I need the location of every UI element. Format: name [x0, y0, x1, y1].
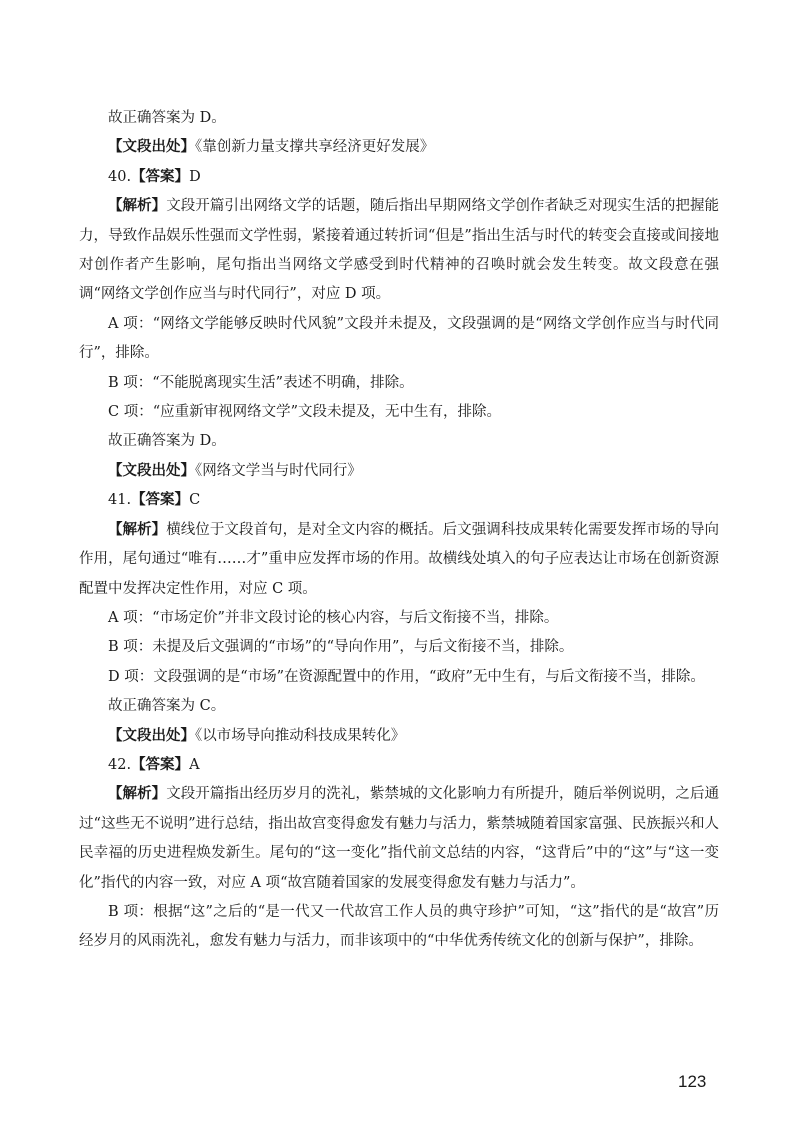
- analysis-label: 【解析】: [108, 521, 167, 538]
- paragraph-analysis-42: 【解析】文段开篇指出经历岁月的洗礼，紫禁城的文化影响力有所提升，随后举例说明，之后通过“这些无不说明”进行总结，指出故宫变得愈发有魅力与活力，紫禁城随着国家富强、民族振兴和人民幸福的历史进程焕发新生。尾句的“这一变化”指代前文总结的内容，“这背后”中的“这”与“这一变化”指代的内容一致，对应 A 项“故宫随着国家的发展变得愈发有魅力与活力”。: [79, 786, 720, 891]
- paragraph-answer-41: 41.【答案】C: [108, 492, 201, 509]
- paragraph-answer-39-conclusion: 故正确答案为 D。: [108, 110, 226, 126]
- paragraph-answer-40: 40.【答案】D: [108, 168, 201, 185]
- paragraph-option-a-40: A 项：“网络文学能够反映时代风貌”文段并未提及，文段强调的是“网络文学创作应当与时代同行”，排除。: [79, 315, 719, 362]
- page-content: [79, 104, 719, 957]
- paragraph-source-39: 【文段出处】《靠创新力量支撑共享经济更好发展》: [108, 139, 435, 156]
- question-number: 40.: [108, 168, 132, 185]
- page-number: 123: [678, 1072, 707, 1091]
- paragraph-analysis-40: 【解析】文段开篇引出网络文学的话题，随后指出早期网络文学创作者缺乏对现实生活的把握能力，导致作品娱乐性强而文学性弱，紧接着通过转折词“但是”指出生活与时代的转变会直接或间接地对创作者产生影响，尾句指出当网络文学感受到时代精神的召唤时就会发生转变。故文段意在强调“网络文学创作应当与时代同行”，对应 D 项。: [79, 198, 720, 303]
- paragraph-answer-40-conclusion: 故正确答案为 D。: [108, 433, 226, 450]
- source-label: 【文段出处】: [108, 462, 195, 479]
- paragraph-source-41: 【文段出处】《以市场导向推动科技成果转化》: [108, 727, 406, 744]
- paragraph-option-b-40: B 项：“不能脱离现实生活”表述不明确，排除。: [108, 374, 414, 391]
- source-label: 【文段出处】: [108, 727, 195, 744]
- paragraph-answer-42: 42.【答案】A: [108, 756, 200, 773]
- analysis-label: 【解析】: [108, 198, 167, 215]
- paragraph-option-a-41: A 项：“市场定价”并非文段讨论的核心内容，与后文衔接不当，排除。: [108, 609, 559, 626]
- paragraph-analysis-41: 【解析】横线位于文段首句，是对全文内容的概括。后文强调科技成果转化需要发挥市场的导向作用，尾句通过“唯有……才”重申应发挥市场的作用。故横线处填入的句子应表达让市场在创新资源配置中发挥决定性作用，对应 C 项。: [79, 521, 720, 597]
- source-label: 【文段出处】: [108, 139, 195, 156]
- paragraph-source-40: 【文段出处】《网络文学当与时代同行》: [108, 462, 362, 479]
- paragraph-option-b-42: B 项：根据“这”之后的“是一代又一代故宫工作人员的典守珍护”可知，“这”指代的是“故宫”历经岁月的风雨洗礼，愈发有魅力与活力，而非该项中的“中华优秀传统文化的创新与保护”，排除。: [79, 903, 719, 950]
- answer-label: 【答案】: [131, 756, 190, 773]
- paragraph-answer-41-conclusion: 故正确答案为 C。: [108, 698, 226, 715]
- answer-label: 【答案】: [131, 492, 190, 509]
- paragraph-option-d-41: D 项：文段强调的是“市场”在资源配置中的作用，“政府”无中生有，与后文衔接不当，排除。: [108, 668, 705, 685]
- analysis-label: 【解析】: [108, 786, 167, 803]
- answer-label: 【答案】: [131, 168, 190, 185]
- paragraph-option-b-41: B 项：未提及后文强调的“市场”的“导向作用”，与后文衔接不当，排除。: [108, 639, 574, 656]
- paragraph-option-c-40: C 项：“应重新审视网络文学”文段未提及，无中生有，排除。: [108, 404, 502, 421]
- question-number: 42.: [108, 756, 132, 773]
- question-number: 41.: [108, 492, 132, 509]
